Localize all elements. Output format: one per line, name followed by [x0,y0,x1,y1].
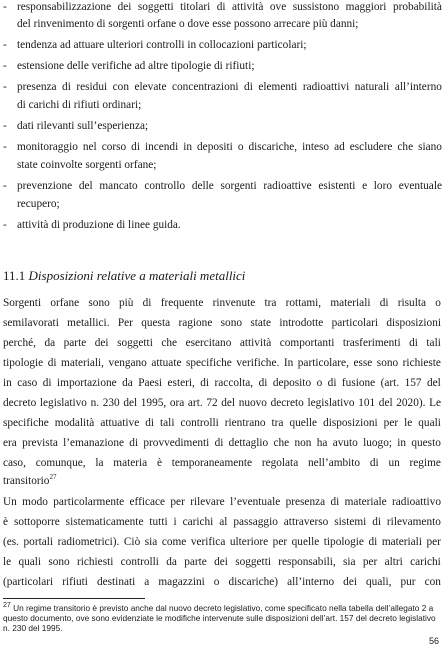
body-text-line: Un modo particolarmente efficace per rilevare l’eventuale presenza di materiale radioattivo [3,496,441,508]
bullet-item-line: tendenza ad attuare ulteriori controlli in collocazioni particolari; [17,39,307,51]
body-text-line: semilavorati metallici. Per questa ragione sono state introdotte particolari disposizioni [3,317,441,329]
bullet-item-line: responsabilizzazione dei soggetti titolari di attività ove sussistono maggiori probabilità [17,1,442,13]
body-text-line: (es. portali radiometrici). Ciò sia come verifica ulteriore per quelle tipologie di materiali per [3,536,441,548]
body-text-line: specifiche modalità attuative di tali controlli rientrano tra quelle disposizioni per le quali [3,417,441,429]
bullet-item-line: recupero; [17,198,60,210]
bullet-dash: - [3,219,7,231]
bullet-dash: - [3,39,7,51]
body-text-line: in caso di importazione da Paesi esteri, di raccolta, di deposito o di fusione (art. 157 del [3,377,441,389]
bullet-item-line: dati rilevanti sull’esperienza; [17,120,149,132]
footnote-text-line: $^{27}$ Un regime transitorio è previsto anche dal nuovo decreto legislativo, come specificato nella tabella dell’allegato 2 a [3,602,434,613]
bullet-item-line: monitoraggio nel corso di incendi in depositi o discariche, inteso ad escludere che siano [17,141,442,153]
footnote-text-line: questo documento, ove sono evidenziate le modifiche intervenute sulle disposizioni dell’art. 157 del decreto legislativo [3,613,436,623]
section-title: Disposizioni relative a materiali metallici [28,268,246,283]
body-text-line: era prevista l’emanazione di provvedimenti di dettaglio che non ha avuto luogo; in questo [3,437,441,449]
body-text-line: decreto legislativo n. 230 del 1995, ora art. 72 del nuovo decreto legislativo 101 del 2020). Le [3,397,441,409]
bullet-item-line: state coinvolte sorgenti orfane; [17,159,157,171]
body-text-line: transitorio$^{27}$ [3,473,57,487]
bullet-dash: - [3,81,7,93]
bullet-item-line: attività di produzione di linee guida. [17,219,181,231]
bullet-item-line: prevenzione del mancato controllo delle sorgenti radioattive esistenti e loro eventuale [17,180,442,192]
bullet-dash: - [3,60,7,72]
section-heading [3,268,245,284]
section-number: 11.1 [3,268,29,283]
footnote-text-line: n. 230 del 1995. [3,623,63,633]
body-text-line: perché, da parte dei soggetti che esercitano attività comportanti trasferimenti di tali [3,337,441,349]
body-text-line: caso, comunque, la materia è temporaneamente regolata nell’ambito di un regime [3,457,441,469]
bullet-dash: - [3,120,7,132]
bullet-dash: - [3,141,7,153]
bullet-item-line: presenza di residui con elevate concentrazioni di elementi radioattivi naturali all’interno [17,81,442,93]
bullet-item-line: del rinvenimento di sorgenti orfane o dove esse possono arrecare più danni; [17,18,359,30]
footnote-number: 27 [3,602,11,610]
body-text-line: tipologie di materiali, vengano attuate specifiche verifiche. In particolare, esse sono richieste [3,357,441,369]
body-text-line: è sottoporre sistematicamente tutti i carichi al passaggio attraverso sistemi di rilevamento [3,516,441,528]
footnote-reference[interactable]: 27 [49,473,57,482]
bullet-dash: - [3,1,7,13]
body-text-line: Sorgenti orfane sono più di frequente rinvenute tra rottami, materiali di risulta o [3,297,441,309]
footnote-separator [3,598,145,599]
bullet-dash: - [3,180,7,192]
bullet-item-line: di carichi di rifiuti ordinari; [17,99,142,111]
page-number: 56 [428,636,439,646]
bullet-item-line: estensione delle verifiche ad altre tipologie di rifiuti; [17,60,255,72]
body-text-line: (particolari rifiuti destinati a magazzini o discariche) all’interno dei quali, pur con [3,576,441,588]
body-text-line: le quali sono richiesti controlli da parte dei soggetti responsabili, sia per altri carichi [3,556,441,568]
